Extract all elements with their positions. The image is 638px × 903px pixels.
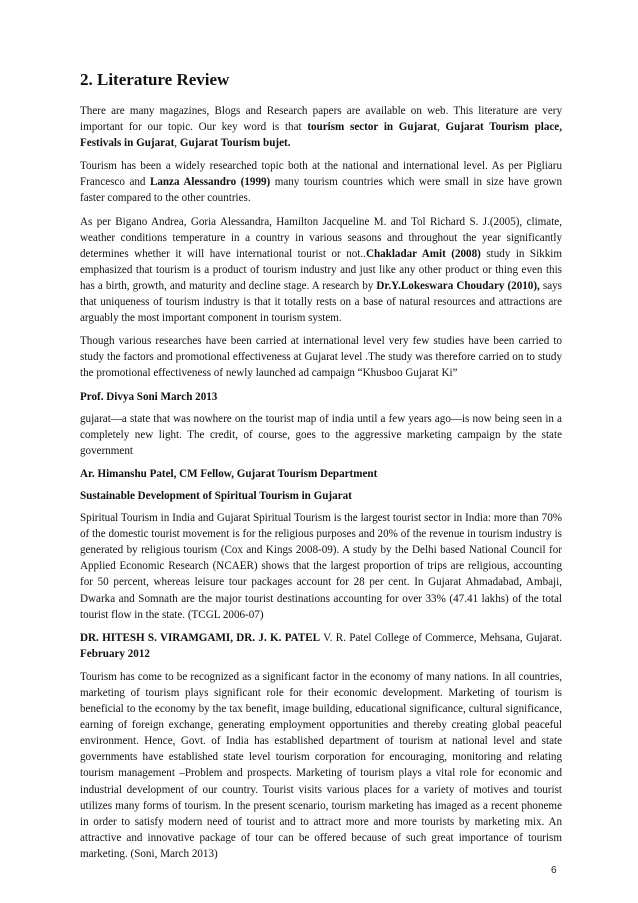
bold-citation: Dr.Y.Lokeswara Choudary (2010), <box>376 279 540 292</box>
heading-spiritual-tourism: Sustainable Development of Spiritual Tourism in Gujarat <box>80 489 352 502</box>
paragraph-research-gap: Though various researches have been carried at international level very few studies have been carried to study the factors and promotional effectiveness at Gujarat level .The study was therefore carried on to study the promotional effectiveness of newly launched ad campaign “Khusboo Gujarat Ki” <box>80 335 562 380</box>
document-page <box>80 70 562 869</box>
paragraph-spiritual-tourism: Spiritual Tourism in India and Gujarat Spiritual Tourism is the largest tourist sector in India: more than 70% of the domestic tourist movement is for the religious purposes and 20% of the revenue in tourism industry is generated by religious tourism (Cox and Kings 2008-09). A study by the Delhi based National Council for Applied Economic Research (NCAER) shows that the largest proportion of trips are religious, accounting for 50 percent, whereas leisure tour packages account for 28 per cent. In Gujarat Ahmadabad, Ambaji, Dwarka and Somnath are the major tourist destinations accounting for over 33% (47.41 lakhs) of the total tourist flow in the state. (TCGL 2006-07) <box>80 512 562 621</box>
heading-soni: Prof. Divya Soni March 2013 <box>80 390 218 403</box>
bold-date: February 2012 <box>80 647 150 660</box>
page-number: 6 <box>551 865 557 876</box>
text-run: Tourism has been a widely researched topic both at the national and international level. As per Pigliaru Francesco and <box>80 160 562 189</box>
bold-keyword: tourism sector in Gujarat <box>307 121 438 134</box>
bold-citation: Lanza Alessandro (1999) <box>149 176 271 189</box>
section-title: 2. Literature Review <box>80 70 230 89</box>
heading-viramgami <box>80 630 562 662</box>
text-run: There are many magazines, Blogs and Research papers are available on web. This literature are very important for our topic. Our key word is that <box>80 105 562 134</box>
heading-patel: Ar. Himanshu Patel, CM Fellow, Gujarat Tourism Department <box>80 467 378 480</box>
bold-citation: Chakladar Amit (2008) <box>365 247 481 260</box>
bold-authors: DR. HITESH S. VIRAMGAMI, DR. J. K. PATEL <box>80 631 321 644</box>
paragraph-bigano <box>80 214 562 327</box>
paragraph-pigliaru <box>80 158 562 206</box>
bold-keyword: Gujarat Tourism bujet. <box>179 137 291 150</box>
paragraph-tourism-marketing: Tourism has come to be recognized as a significant factor in the economy of many nations. In all countries, marketing of tourism plays significant role for their economic development. Marketing of tourism is beneficial to the economy by the tax benefit, image building, educational significance, cultural significance, earning of foreign exchange, generating employment opportunities and thereby creating global peaceful environment. Hence, Govt. of India has established department of tourism at national level and state governments have established state level tourism corporation for encouraging, monitoring and relating tourism management –Problem and prospects. Marketing of tourism plays a vital role for economic and industrial development of our country. Tourist visits various places for a variety of motives and tourist utilizes many forms of tourism. In the present scenario, tourism marketing has imaged as a recent phoneme in order to satisfy modern need of tourist and to attract more and more tourists by marketing mix. An attractive and innovative package of tour can be offered because of such great importance of tourism marketing. (Soni, March 2013) <box>80 670 562 860</box>
paragraph-intro <box>80 103 562 151</box>
text-run: As per Bigano Andrea, Goria Alessandra, Hamilton Jacqueline M. and Tol Richard S. J.(2005), climate, weather conditions temperature in a country in various seasons and throughout the year significantly determines whether it will have international tourist or not.. <box>80 215 562 260</box>
text-run: study in Sikkim emphasized that tourism is a product of tourism industry and just like any other product or thing even this has a birth, growth, and maturity and decline stage. A research by <box>80 247 562 292</box>
bold-keyword: Gujarat Tourism place, Festivals in Gujarat <box>80 121 563 150</box>
text-run: , <box>174 137 180 150</box>
text-run: says that uniqueness of tourism industry is that it totally rests on a base of natural resources and attractions are arguably the most important component in tourism system. <box>80 279 562 325</box>
text-run: V. R. Patel College of Commerce, Mehsana, Gujarat. <box>320 631 562 644</box>
paragraph-soni: gujarat—a state that was nowhere on the tourist map of india until a few years ago—is now being seen in a completely new light. The credit, of course, goes to the aggressive marketing campaign by the state government <box>80 412 562 457</box>
text-run: many tourism countries which were small in size have grown faster compared to the other countries. <box>80 176 562 205</box>
text-run: , <box>437 121 446 134</box>
